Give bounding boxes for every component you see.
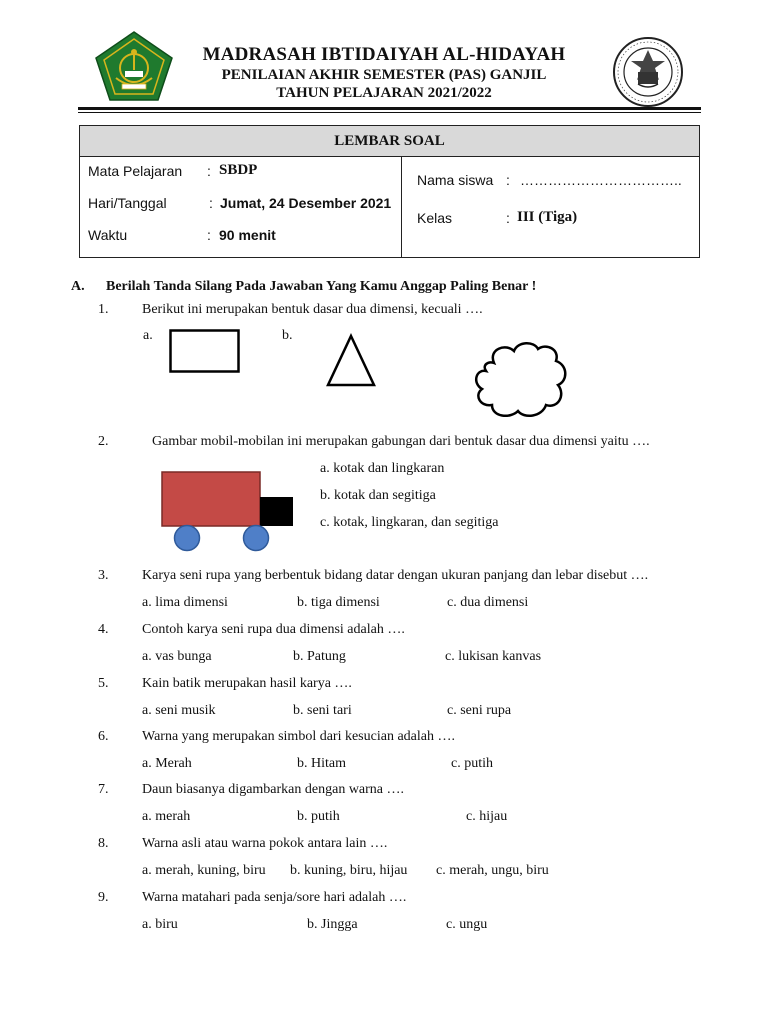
q1-number: 1. [98, 302, 109, 317]
q4-option-b: b. Patung [293, 649, 346, 664]
q8-text: Warna asli atau warna pokok antara lain …. [142, 836, 388, 851]
time-value: 90 menit [219, 227, 276, 243]
q8-option-c: c. merah, ungu, biru [436, 863, 549, 878]
q7-option-c: c. hijau [466, 809, 508, 824]
q3-option-a: a. lima dimensi [142, 595, 228, 610]
academic-year: TAHUN PELAJARAN 2021/2022 [276, 85, 492, 101]
q5-number: 5. [98, 676, 109, 691]
q8-number: 8. [98, 836, 109, 851]
q3-text: Karya seni rupa yang berbentuk bidang datar dengan ukuran panjang dan lebar disebut …. [142, 568, 649, 583]
date-value: Jumat, 24 Desember 2021 [220, 195, 392, 211]
q2-number: 2. [98, 434, 109, 449]
q5-text: Kain batik merupakan hasil karya …. [142, 676, 352, 691]
q9-option-c: c. ungu [446, 917, 488, 932]
date-label: Hari/Tanggal [88, 195, 167, 211]
q8-option-b: b. kuning, biru, hijau [290, 863, 408, 878]
q5-option-c: c. seni rupa [447, 703, 512, 718]
header-rule-thin [78, 112, 701, 113]
q5-option-b: b. seni tari [293, 703, 352, 718]
q6-option-a: a. Merah [142, 756, 192, 771]
subject-colon: : [207, 163, 211, 179]
q3-option-b: b. tiga dimensi [297, 595, 380, 610]
subject-value: SBDP [219, 162, 258, 178]
q6-number: 6. [98, 729, 109, 744]
q6-option-b: b. Hitam [297, 756, 346, 771]
q2-text: Gambar mobil-mobilan ini merupakan gabungan dari bentuk dasar dua dimensi yaitu …. [152, 434, 650, 449]
time-label: Waktu [88, 227, 128, 243]
class-label: Kelas [417, 210, 453, 226]
q7-text: Daun biasanya digambarkan dengan warna …. [142, 782, 405, 797]
info-box [79, 125, 700, 258]
time-colon: : [207, 227, 211, 243]
q4-text: Contoh karya seni rupa dua dimensi adalah …. [142, 622, 405, 637]
q6-option-c: c. putih [451, 756, 493, 771]
triangle-shape [325, 333, 377, 387]
student-name-colon: : [506, 172, 510, 188]
date-colon: : [209, 195, 213, 211]
sheet-title: LEMBAR SOAL [80, 126, 699, 157]
q9-option-b: b. Jingga [307, 917, 358, 932]
q9-option-a: a. biru [142, 917, 178, 932]
q9-number: 9. [98, 890, 109, 905]
q2-option-b: b. kotak dan segitiga [320, 488, 436, 503]
student-name-field: …………………………….. [520, 172, 682, 188]
q4-option-a: a. vas bunga [142, 649, 212, 664]
toy-truck-image [160, 470, 296, 554]
q5-option-a: a. seni musik [142, 703, 216, 718]
q1-option-a-label: a. [143, 328, 153, 343]
q2-option-a: a. kotak dan lingkaran [320, 461, 445, 476]
q8-option-a: a. merah, kuning, biru [142, 863, 266, 878]
q4-option-c: c. lukisan kanvas [445, 649, 542, 664]
madrasah-seal-logo [612, 36, 684, 108]
cloud-shape [472, 339, 570, 421]
class-colon: : [506, 210, 510, 226]
q1-option-b-label: b. [282, 328, 293, 343]
q3-number: 3. [98, 568, 109, 583]
q7-option-b: b. putih [297, 809, 340, 824]
section-instruction: Berilah Tanda Silang Pada Jawaban Yang Kamu Anggap Paling Benar ! [106, 279, 537, 294]
header-rule-thick [78, 107, 701, 110]
q6-text: Warna yang merupakan simbol dari kesucian adalah …. [142, 729, 455, 744]
q3-option-c: c. dua dimensi [447, 595, 529, 610]
school-name: MADRASAH IBTIDAIYAH AL-HIDAYAH [202, 44, 566, 65]
q2-option-c: c. kotak, lingkaran, dan segitiga [320, 515, 499, 530]
q4-number: 4. [98, 622, 109, 637]
class-value: III (Tiga) [517, 209, 578, 225]
section-marker: A. [71, 279, 85, 294]
rectangle-shape [169, 329, 241, 374]
student-name-label: Nama siswa [417, 172, 494, 188]
q1-text: Berikut ini merupakan bentuk dasar dua dimensi, kecuali …. [142, 302, 483, 317]
info-box-divider [401, 156, 402, 258]
q7-number: 7. [98, 782, 109, 797]
exam-title: PENILAIAN AKHIR SEMESTER (PAS) GANJIL [221, 67, 547, 83]
q9-text: Warna matahari pada senja/sore hari adalah …. [142, 890, 407, 905]
q7-option-a: a. merah [142, 809, 191, 824]
subject-label: Mata Pelajaran [88, 163, 183, 179]
